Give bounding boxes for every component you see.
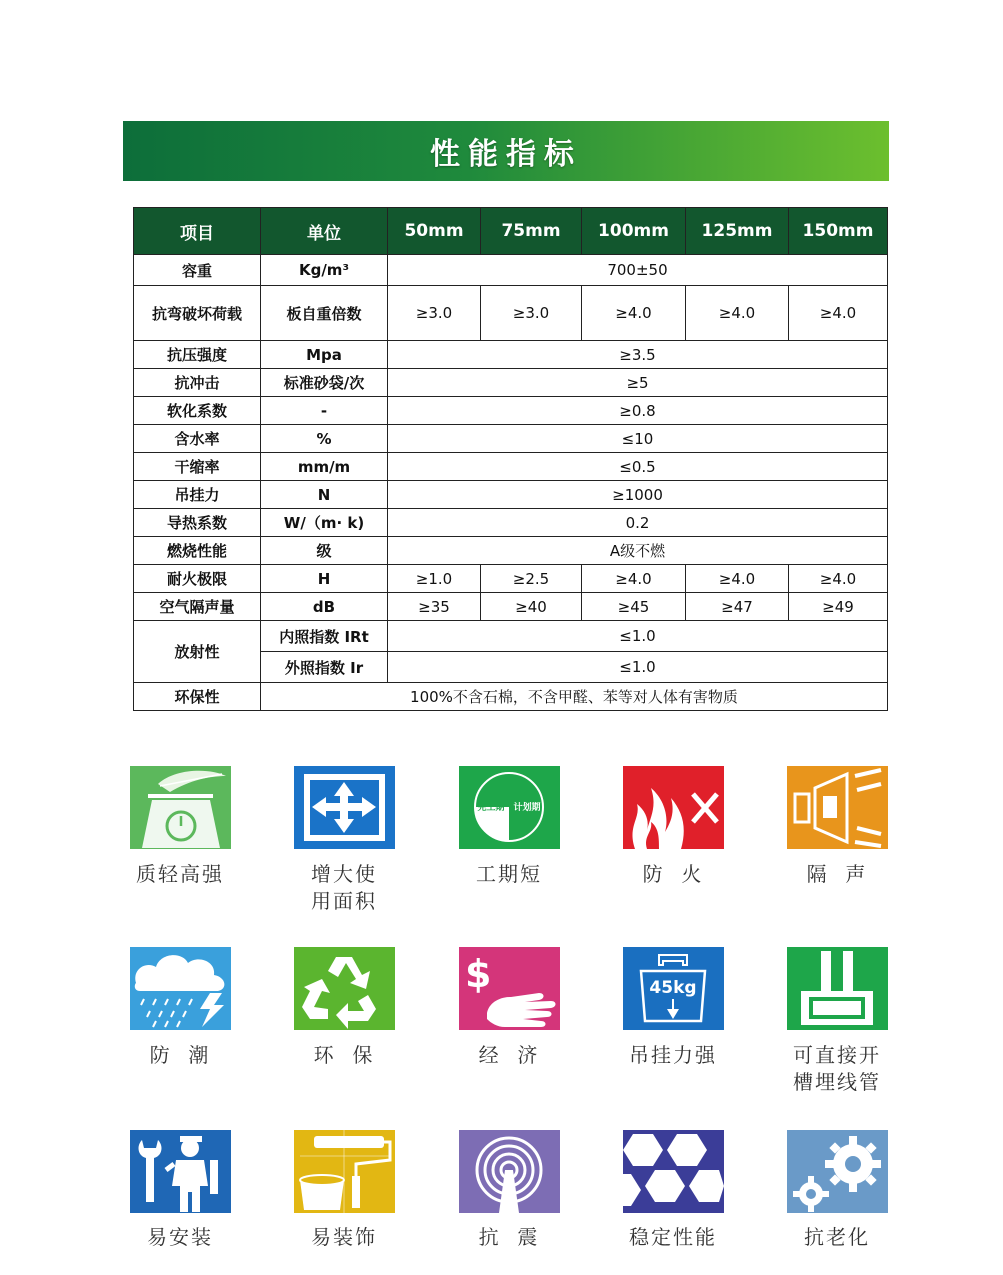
feature-label-short-schedule: 工期短 — [476, 862, 542, 886]
seismic-rings-icon — [459, 1130, 560, 1213]
table-row-moisture — [134, 425, 888, 453]
row-item: 抗弯破坏荷载 — [134, 286, 261, 341]
header-75mm: 75mm — [481, 208, 582, 255]
row-value: 0.2 — [388, 509, 888, 537]
fire-icon — [623, 766, 724, 849]
row-item: 容重 — [134, 255, 261, 286]
row-value: ≥45 — [582, 593, 686, 621]
row-item: 抗冲击 — [134, 369, 261, 397]
row-item: 放射性 — [134, 621, 261, 683]
header-item: 项目 — [134, 208, 261, 255]
paint-roller-icon — [294, 1130, 395, 1213]
expand-arrows-icon — [294, 766, 395, 849]
row-value: ≤0.5 — [388, 453, 888, 481]
row-item: 环保性 — [134, 683, 261, 711]
table-row-shrinkage — [134, 453, 888, 481]
row-value: ≥5 — [388, 369, 888, 397]
table-row-combustion — [134, 537, 888, 565]
row-unit: dB — [261, 593, 388, 621]
header-150mm: 150mm — [789, 208, 888, 255]
title-banner — [123, 121, 889, 181]
feature-label-anti-aging: 抗老化 — [804, 1225, 870, 1249]
weight-value: 45kg — [649, 978, 697, 998]
performance-table — [133, 207, 888, 711]
row-value: ≥0.8 — [388, 397, 888, 425]
table-row-density — [134, 255, 888, 286]
row-item: 吊挂力 — [134, 481, 261, 509]
row-value: 700±50 — [388, 255, 888, 286]
row-item: 抗压强度 — [134, 341, 261, 369]
feature-label-groove-pipe: 可直接开 槽埋线管 — [793, 1043, 881, 1094]
feature-label-easy-install: 易安装 — [147, 1225, 213, 1249]
row-item: 干缩率 — [134, 453, 261, 481]
row-value: ≤1.0 — [388, 652, 888, 683]
row-item: 导热系数 — [134, 509, 261, 537]
feature-label-seismic: 抗 震 — [478, 1225, 540, 1249]
page-title: 性能指标 — [430, 137, 582, 172]
table-row-softening — [134, 397, 888, 425]
feature-label-hanging-strong: 吊挂力强 — [629, 1043, 717, 1067]
row-unit: 级 — [261, 537, 388, 565]
row-value: ≥2.5 — [481, 565, 582, 593]
row-unit: 外照指数 Ir — [261, 652, 388, 683]
row-value: ≥4.0 — [582, 565, 686, 593]
row-value: ≥4.0 — [582, 286, 686, 341]
row-value: ≥3.0 — [388, 286, 481, 341]
table-row-thermal — [134, 509, 888, 537]
table-row-fire-limit — [134, 565, 888, 593]
row-unit: Kg/m³ — [261, 255, 388, 286]
feature-label-easy-decorate: 易装饰 — [311, 1225, 377, 1249]
table-row-radioactivity-internal — [134, 621, 888, 652]
row-unit: W/（m· k) — [261, 509, 388, 537]
row-value: ≥3.5 — [388, 341, 888, 369]
row-value: 100%不含石棉，不含甲醛、苯等对人体有害物质 — [261, 683, 888, 711]
table-row-eco — [134, 683, 888, 711]
row-value: ≥35 — [388, 593, 481, 621]
groove-pipe-icon — [787, 947, 888, 1030]
scale-feather-icon — [130, 766, 231, 849]
table-row-compressive — [134, 341, 888, 369]
recycle-icon — [294, 947, 395, 1030]
row-value: ≤10 — [388, 425, 888, 453]
header-125mm: 125mm — [686, 208, 789, 255]
sound-block-icon — [787, 766, 888, 849]
row-value: ≥49 — [789, 593, 888, 621]
row-unit: - — [261, 397, 388, 425]
row-unit: H — [261, 565, 388, 593]
svg-text:$: $ — [465, 952, 492, 996]
rain-cloud-icon — [130, 947, 231, 1030]
row-item: 燃烧性能 — [134, 537, 261, 565]
feature-label-moistureproof: 防 潮 — [149, 1043, 211, 1067]
feature-label-light-strong: 质轻高强 — [136, 862, 224, 886]
schedule-pie-icon — [459, 766, 560, 849]
row-unit: 板自重倍数 — [261, 286, 388, 341]
feature-label-soundproof: 隔 声 — [806, 862, 868, 886]
row-item: 软化系数 — [134, 397, 261, 425]
header-50mm: 50mm — [388, 208, 481, 255]
row-value: A级不燃 — [388, 537, 888, 565]
header-100mm: 100mm — [582, 208, 686, 255]
feature-label-stable: 稳定性能 — [629, 1225, 717, 1249]
row-value: ≥3.0 — [481, 286, 582, 341]
feature-label-fireproof: 防 火 — [642, 862, 704, 886]
table-row-hanging — [134, 481, 888, 509]
pie-left-label: 完工期 — [477, 803, 505, 813]
table-row-impact — [134, 369, 888, 397]
hexagon-icon — [623, 1130, 724, 1213]
gears-icon — [787, 1130, 888, 1213]
row-value: ≤1.0 — [388, 621, 888, 652]
row-unit: % — [261, 425, 388, 453]
row-value: ≥4.0 — [686, 565, 789, 593]
row-unit: 内照指数 IRt — [261, 621, 388, 652]
row-value: ≥4.0 — [686, 286, 789, 341]
header-unit: 单位 — [261, 208, 388, 255]
feature-label-area: 增大使 用面积 — [311, 862, 377, 913]
row-unit: Mpa — [261, 341, 388, 369]
weight-icon — [623, 947, 724, 1030]
row-value: ≥47 — [686, 593, 789, 621]
feature-label-eco: 环 保 — [313, 1043, 375, 1067]
row-item: 含水率 — [134, 425, 261, 453]
row-unit: mm/m — [261, 453, 388, 481]
feature-label-economical: 经 济 — [478, 1043, 540, 1067]
pie-right-label: 计划期 — [513, 803, 541, 813]
row-value: ≥1000 — [388, 481, 888, 509]
row-item: 耐火极限 — [134, 565, 261, 593]
table-row-sound — [134, 593, 888, 621]
row-value: ≥4.0 — [789, 286, 888, 341]
dollar-hand-icon — [459, 947, 560, 1030]
row-value: ≥1.0 — [388, 565, 481, 593]
table-header-row — [134, 208, 888, 255]
row-value: ≥4.0 — [789, 565, 888, 593]
row-unit: 标准砂袋/次 — [261, 369, 388, 397]
table-row-flexural — [134, 286, 888, 341]
worker-tool-icon — [130, 1130, 231, 1213]
row-item: 空气隔声量 — [134, 593, 261, 621]
row-unit: N — [261, 481, 388, 509]
row-value: ≥40 — [481, 593, 582, 621]
